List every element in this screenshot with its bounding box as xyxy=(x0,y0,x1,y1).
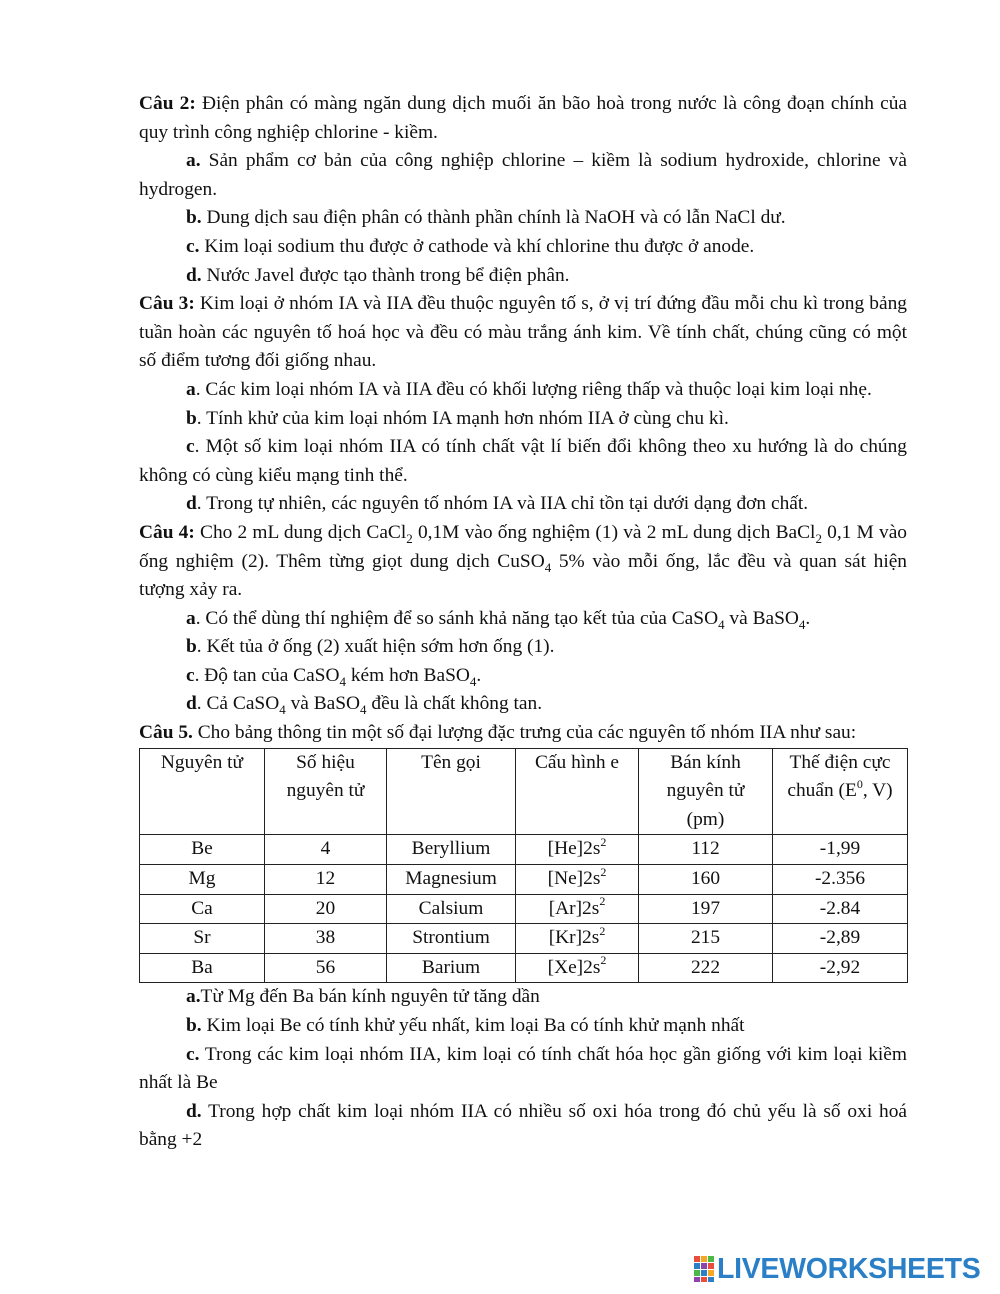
stem-part: 5% vào mỗi ống, lắc đều và quan sát hiện tượng xảy ra. xyxy=(139,550,908,601)
question-4-option-d xyxy=(139,690,907,719)
header-name: Tên gọi xyxy=(387,748,516,835)
option-label: c xyxy=(186,664,195,686)
liveworksheets-logo-text: LIVEWORKSHEETS xyxy=(717,1252,981,1285)
option-text: Sản phẩm cơ bản của công nghiệp chlorine – kiềm là sodium hydroxide, chlorine và hydrogen. xyxy=(139,150,907,200)
question-3-option-d xyxy=(139,490,907,519)
cell-atomic-number xyxy=(265,835,387,865)
cell-symbol xyxy=(140,865,265,895)
option-text: Trong các kim loại nhóm IIA, kim loại có tính chất hóa học gần giống với kim loại kiềm nhất là Be xyxy=(139,1043,907,1094)
cell-symbol-text: Mg xyxy=(188,868,216,890)
header-atomic-number: Số hiệu nguyên tử xyxy=(265,748,387,835)
cell-e0-text: -2.84 xyxy=(819,897,861,919)
question-2-text: Điện phân có màng ngăn dung dịch muối ăn bão hoà trong nước là công đoạn chính của quy trình công nghiệp chlorine - kiềm. xyxy=(139,93,907,143)
cell-radius-text: 112 xyxy=(691,838,720,860)
option-label: c. xyxy=(186,235,200,257)
subscript: 2 xyxy=(815,530,822,546)
header-radius-text: Bán kính nguyên tử (pm) xyxy=(666,751,745,830)
question-3-option-a xyxy=(139,376,907,405)
question-3-stem xyxy=(139,290,907,376)
option-text: . Các kim loại nhóm IA và IIA đều có khối lượng riêng thấp và thuộc loại kim loại nhẹ. xyxy=(195,378,872,400)
question-5-text: Cho bảng thông tin một số đại lượng đặc trưng của các nguyên tố nhóm IIA như sau: xyxy=(197,722,857,744)
superscript: 2 xyxy=(600,953,607,968)
question-2-label: Câu 2: xyxy=(139,93,196,114)
cell-symbol-text: Ca xyxy=(191,897,213,919)
option-text: . Kết tủa ở ống (2) xuất hiện sớm hơn ống (1). xyxy=(196,636,555,658)
cell-symbol xyxy=(140,835,265,865)
cell-e0 xyxy=(773,924,908,954)
table-row xyxy=(140,835,908,865)
cell-config xyxy=(516,924,639,954)
option-label: d. xyxy=(186,1100,202,1122)
option-text: . Trong tự nhiên, các nguyên tố nhóm IA và IIA chỉ tồn tại dưới dạng đơn chất. xyxy=(196,493,809,515)
cell-symbol xyxy=(140,894,265,924)
cell-config-text: [Ne]2s xyxy=(547,868,601,890)
question-5-option-a xyxy=(139,983,907,1012)
cell-atomic-number xyxy=(265,865,387,895)
cell-radius-text: 215 xyxy=(690,927,721,949)
cell-name-text: Barium xyxy=(421,956,481,978)
question-2-option-a xyxy=(139,147,907,204)
cell-name xyxy=(387,924,516,954)
table-row xyxy=(140,924,908,954)
cell-config xyxy=(516,865,639,895)
question-3-option-b xyxy=(139,405,907,434)
question-5-label: Câu 5. xyxy=(139,722,193,744)
question-2-option-c xyxy=(139,233,907,262)
cell-name-text: Strontium xyxy=(412,927,490,949)
subscript: 4 xyxy=(798,616,806,632)
cell-config xyxy=(516,894,639,924)
cell-symbol xyxy=(140,953,265,983)
cell-config xyxy=(516,953,639,983)
superscript: 0 xyxy=(856,776,863,791)
liveworksheets-logo-icon xyxy=(693,1255,715,1283)
question-2-stem xyxy=(139,90,907,147)
cell-radius xyxy=(639,865,773,895)
option-label: a. xyxy=(186,986,201,1008)
cell-config-text: [Ar]2s xyxy=(548,897,600,919)
option-label: b. xyxy=(186,207,202,229)
superscript: 2 xyxy=(599,923,606,938)
subscript: 4 xyxy=(279,702,286,718)
option-text: . xyxy=(805,607,811,629)
option-text: Trong hợp chất kim loại nhóm IIA có nhiều số oxi hóa trong đó chủ yếu là số oxi hoá bằng +2 xyxy=(139,1100,908,1151)
table-body xyxy=(140,835,908,983)
cell-config-text: [Kr]2s xyxy=(548,927,600,949)
cell-e0-text: -2,92 xyxy=(819,956,861,978)
cell-symbol-text: Ba xyxy=(191,956,213,978)
subscript: 4 xyxy=(469,673,477,689)
header-electron-config: Cấu hình e xyxy=(516,748,639,835)
table-row xyxy=(140,894,908,924)
cell-atomic-number-text: 56 xyxy=(315,956,336,978)
option-text: Dung dịch sau điện phân có thành phần chính là NaOH và có lẫn NaCl dư. xyxy=(206,207,786,229)
option-label: d. xyxy=(186,264,202,286)
cell-symbol-text: Be xyxy=(191,838,213,860)
option-text: . Độ tan của CaSO xyxy=(194,664,340,686)
superscript: 2 xyxy=(600,834,607,849)
cell-config xyxy=(516,835,639,865)
cell-name-text: Beryllium xyxy=(411,838,491,860)
cell-radius xyxy=(639,953,773,983)
cell-symbol-text: Sr xyxy=(193,927,211,949)
cell-name xyxy=(387,835,516,865)
cell-name xyxy=(387,953,516,983)
header-potential-text: Thế điện cực chuẩn (E xyxy=(787,751,891,802)
document-body xyxy=(139,90,907,1155)
cell-atomic-number xyxy=(265,953,387,983)
option-label: b xyxy=(186,407,197,429)
option-text: Kim loại Be có tính khử yếu nhất, kim loại Ba có tính khử mạnh nhất xyxy=(206,1015,745,1036)
option-label: c. xyxy=(186,1043,200,1065)
question-3-label: Câu 3: xyxy=(139,293,195,315)
cell-e0 xyxy=(773,894,908,924)
question-4-option-a xyxy=(139,605,907,634)
option-text: Kim loại sodium thu được ở cathode và khí chlorine thu được ở anode. xyxy=(204,235,755,257)
cell-e0 xyxy=(773,835,908,865)
table-row xyxy=(140,953,908,983)
question-5-option-d xyxy=(139,1098,907,1155)
table-header-row xyxy=(140,748,908,835)
question-5-option-b xyxy=(139,1012,907,1041)
question-3-text: Kim loại ở nhóm IA và IIA đều thuộc nguyên tố s, ở vị trí đứng đầu mỗi chu kì trong bảng tuần hoàn các nguyên tố hoá học và đều có màu trắng ánh kim. Về tính chất, chúng cũng có một số điểm tương đối giống nhau. xyxy=(139,293,907,372)
header-potential xyxy=(773,748,908,835)
cell-name xyxy=(387,865,516,895)
cell-e0 xyxy=(773,865,908,895)
cell-config-text: [He]2s xyxy=(547,838,601,860)
question-4-option-c xyxy=(139,662,907,691)
question-4-option-b xyxy=(139,633,907,662)
cell-atomic-number-text: 38 xyxy=(315,927,336,949)
option-text: và BaSO xyxy=(285,693,361,715)
cell-radius xyxy=(639,835,773,865)
liveworksheets-logo xyxy=(693,1252,980,1286)
option-text: . Có thể dùng thí nghiệm để so sánh khả năng tạo kết tủa của CaSO xyxy=(195,607,719,629)
question-4-stem xyxy=(139,519,907,605)
cell-e0-text: -2,89 xyxy=(819,927,861,949)
question-5-stem xyxy=(139,719,907,748)
question-2-option-b xyxy=(139,204,907,233)
header-radius xyxy=(639,748,773,835)
cell-name-text: Magnesium xyxy=(405,868,497,890)
subscript: 4 xyxy=(718,616,725,632)
cell-e0 xyxy=(773,953,908,983)
option-text: Từ Mg đến Ba bán kính nguyên tử tăng dần xyxy=(200,986,540,1008)
option-label: b xyxy=(186,636,197,658)
option-label: d xyxy=(186,493,197,515)
option-text: Nước Javel được tạo thành trong bể điện phân. xyxy=(206,264,570,286)
cell-atomic-number-text: 4 xyxy=(320,838,331,860)
subscript: 4 xyxy=(360,702,367,718)
cell-radius xyxy=(639,894,773,924)
question-4-label: Câu 4: xyxy=(139,521,195,543)
cell-symbol xyxy=(140,924,265,954)
option-label: d xyxy=(186,693,197,715)
option-text: đều là chất không tan. xyxy=(366,693,543,715)
subscript: 4 xyxy=(544,559,552,575)
option-label: a xyxy=(186,607,196,629)
cell-config-text: [Xe]2s xyxy=(547,956,601,978)
cell-name xyxy=(387,894,516,924)
option-text: . xyxy=(476,664,482,686)
cell-name-text: Calsium xyxy=(418,897,484,919)
cell-radius-text: 160 xyxy=(690,868,721,890)
cell-atomic-number xyxy=(265,894,387,924)
cell-e0-text: -1,99 xyxy=(819,838,861,860)
question-2-option-d xyxy=(139,262,907,291)
option-text: . Một số kim loại nhóm IIA có tính chất vật lí biến đổi không theo xu hướng là do chúng không có cùng kiểu mạng tinh thể. xyxy=(139,436,907,486)
table-row xyxy=(140,865,908,895)
subscript: 2 xyxy=(406,530,413,546)
subscript: 4 xyxy=(339,673,346,689)
option-text: và BaSO xyxy=(724,607,799,629)
superscript: 2 xyxy=(599,894,606,909)
stem-part: 0,1 M vào ống nghiệm (2). Thêm từng giọt dung dịch CuSO xyxy=(139,521,907,572)
option-label: a. xyxy=(186,150,201,172)
cell-radius-text: 197 xyxy=(690,897,721,919)
stem-part: 0,1M vào ống nghiệm (1) và 2 mL dung dịch BaCl xyxy=(412,521,816,543)
cell-atomic-number-text: 20 xyxy=(315,897,336,919)
cell-radius-text: 222 xyxy=(690,956,721,978)
header-potential-unit: , V) xyxy=(862,780,893,802)
superscript: 2 xyxy=(600,864,607,879)
option-text: . Tính khử của kim loại nhóm IA mạnh hơn nhóm IIA ở cùng chu kì. xyxy=(196,407,729,429)
cell-atomic-number xyxy=(265,924,387,954)
option-label: b. xyxy=(186,1015,202,1036)
question-5-option-c xyxy=(139,1041,907,1098)
cell-e0-text: -2.356 xyxy=(814,868,866,890)
option-text: kém hơn BaSO xyxy=(345,664,470,686)
stem-part: Cho 2 mL dung dịch CaCl xyxy=(200,521,407,543)
option-label: a xyxy=(186,378,196,400)
cell-radius xyxy=(639,924,773,954)
header-atom: Nguyên tử xyxy=(140,748,265,835)
question-3-option-c xyxy=(139,433,907,490)
cell-atomic-number-text: 12 xyxy=(315,868,336,890)
group-iia-table xyxy=(139,748,908,984)
option-text: . Cả CaSO xyxy=(196,693,280,715)
option-label: c xyxy=(186,436,195,458)
